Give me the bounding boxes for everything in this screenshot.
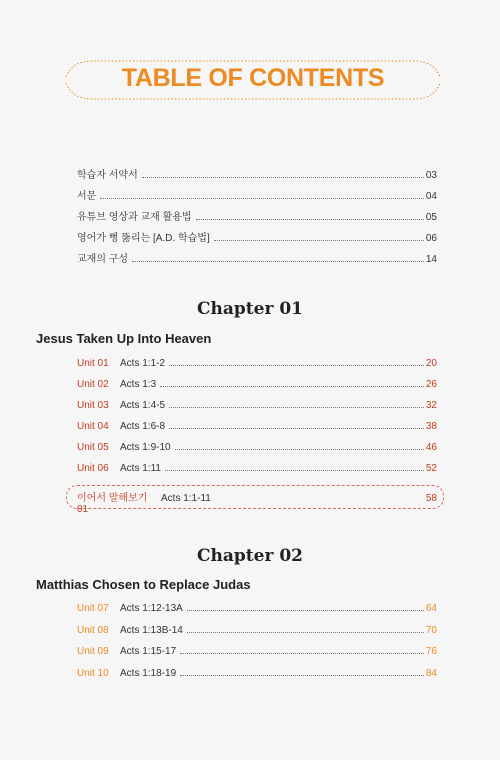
unit-entry[interactable] [77, 400, 437, 411]
unit-page: 70 [425, 625, 437, 636]
dot-leader [180, 674, 424, 676]
toc-entry[interactable] [77, 208, 437, 223]
chapter-heading: Chapter 02 [197, 546, 303, 566]
review-page: 58 [425, 493, 437, 504]
chapter-subtitle: Matthias Chosen to Replace Judas [36, 577, 251, 592]
unit-page: 38 [425, 421, 437, 432]
unit-entry[interactable] [77, 668, 437, 679]
dot-leader [165, 469, 424, 471]
unit-page: 32 [425, 400, 437, 411]
dot-leader [169, 364, 424, 366]
page-title: TABLE OF CONTENTS [121, 64, 385, 92]
unit-page: 46 [425, 442, 437, 453]
unit-entry[interactable] [77, 603, 437, 614]
toc-entry-label: 학습자 서약서 [77, 170, 138, 181]
dot-leader [100, 197, 424, 199]
review-reference: Acts 1:1-11 [161, 493, 211, 504]
unit-number: Unit 06 [77, 463, 109, 474]
review-entry[interactable] [77, 489, 437, 515]
unit-reference: Acts 1:13B-14 [120, 625, 183, 636]
dot-leader [187, 609, 424, 611]
dot-leader [196, 218, 424, 220]
unit-reference: Acts 1:1-2 [120, 358, 166, 369]
unit-page: 26 [425, 379, 437, 390]
chapter-heading: Chapter 01 [197, 299, 303, 319]
unit-reference: Acts 1:6-8 [120, 421, 166, 432]
unit-entry[interactable] [77, 421, 437, 432]
review-label: 이어서 말해보기 01 [77, 493, 148, 515]
dot-leader [160, 385, 424, 387]
unit-page: 52 [425, 463, 437, 474]
unit-reference: Acts 1:3 [120, 379, 157, 390]
toc-entry-label: 교재의 구성 [77, 254, 129, 265]
toc-entry-page: 14 [425, 254, 437, 265]
toc-entry-label: 영어가 뻥 뚫리는 [A.D. 학습법] [77, 233, 210, 244]
unit-entry[interactable] [77, 358, 437, 369]
unit-page: 64 [425, 603, 437, 614]
unit-entry[interactable] [77, 379, 437, 390]
unit-reference: Acts 1:15-17 [120, 646, 177, 657]
unit-reference: Acts 1:9-10 [120, 442, 171, 453]
unit-page: 76 [425, 646, 437, 657]
unit-reference: Acts 1:4-5 [120, 400, 166, 411]
unit-number: Unit 09 [77, 646, 109, 657]
toc-entry-page: 05 [425, 212, 437, 223]
dot-leader [180, 652, 424, 654]
unit-number: Unit 08 [77, 625, 109, 636]
unit-reference: Acts 1:12-13A [120, 603, 183, 614]
unit-entry[interactable] [77, 646, 437, 657]
unit-number: Unit 02 [77, 379, 109, 390]
dot-leader [187, 631, 424, 633]
dot-leader [175, 448, 424, 450]
dot-leader [132, 260, 424, 262]
toc-entry[interactable] [77, 229, 437, 244]
unit-entry[interactable] [77, 442, 437, 453]
unit-number: Unit 05 [77, 442, 109, 453]
unit-entry[interactable] [77, 463, 437, 474]
toc-entry-page: 03 [425, 170, 437, 181]
toc-entry-page: 06 [425, 233, 437, 244]
toc-entry-label: 유튜브 영상과 교재 활용법 [77, 212, 192, 223]
unit-number: Unit 07 [77, 603, 109, 614]
unit-entry[interactable] [77, 625, 437, 636]
unit-number: Unit 01 [77, 358, 109, 369]
unit-number: Unit 03 [77, 400, 109, 411]
dot-leader [214, 239, 424, 241]
unit-number: Unit 04 [77, 421, 109, 432]
toc-entry-page: 04 [425, 191, 437, 202]
toc-entry-label: 서문 [77, 191, 97, 202]
unit-number: Unit 10 [77, 668, 109, 679]
dot-leader [169, 427, 424, 429]
dot-leader [169, 406, 424, 408]
toc-entry[interactable] [77, 166, 437, 181]
unit-page: 20 [425, 358, 437, 369]
toc-entry[interactable] [77, 250, 437, 265]
unit-page: 84 [425, 668, 437, 679]
dot-leader [142, 176, 424, 178]
unit-reference: Acts 1:18-19 [120, 668, 177, 679]
toc-entry[interactable] [77, 187, 437, 202]
toc-title-banner [62, 55, 444, 105]
chapter-subtitle: Jesus Taken Up Into Heaven [36, 331, 212, 346]
unit-reference: Acts 1:11 [120, 463, 161, 474]
